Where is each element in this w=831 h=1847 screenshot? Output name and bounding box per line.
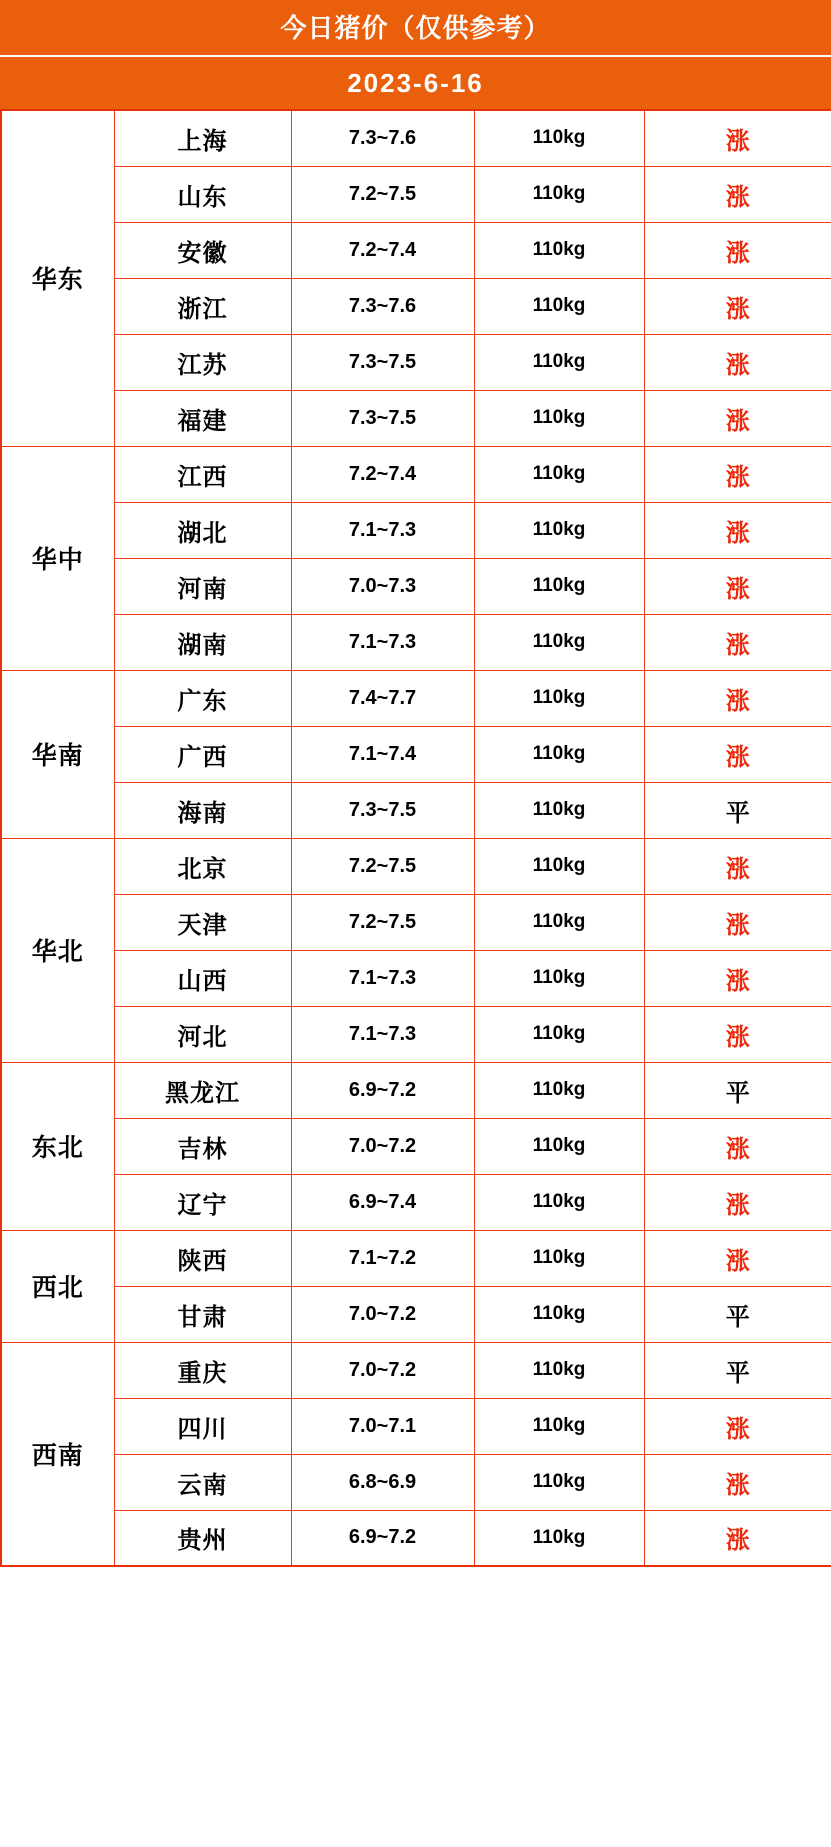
table-row [1,1006,831,1062]
province-cell: 湖北 [114,502,291,558]
region-cell: 华南 [1,670,114,838]
province-cell: 山西 [114,950,291,1006]
trend-badge: 涨 [644,894,831,950]
price-table [0,109,831,1567]
weight-cell: 110kg [474,950,644,1006]
price-cell: 7.2~7.4 [291,446,474,502]
province-cell: 山东 [114,166,291,222]
trend-badge: 涨 [644,390,831,446]
weight-cell: 110kg [474,1230,644,1286]
table-row [1,166,831,222]
price-cell: 6.9~7.2 [291,1062,474,1118]
province-cell: 河南 [114,558,291,614]
price-cell: 6.9~7.4 [291,1174,474,1230]
region-cell: 华中 [1,446,114,670]
trend-badge: 涨 [644,166,831,222]
province-cell: 上海 [114,110,291,166]
weight-cell: 110kg [474,110,644,166]
price-cell: 7.3~7.5 [291,782,474,838]
trend-badge: 涨 [644,1230,831,1286]
table-row [1,1398,831,1454]
weight-cell: 110kg [474,334,644,390]
province-cell: 四川 [114,1398,291,1454]
trend-badge: 平 [644,1286,831,1342]
weight-cell: 110kg [474,1118,644,1174]
price-cell: 7.1~7.3 [291,614,474,670]
price-cell: 7.1~7.3 [291,1006,474,1062]
province-cell: 安徽 [114,222,291,278]
province-cell: 福建 [114,390,291,446]
region-cell: 华北 [1,838,114,1062]
province-cell: 重庆 [114,1342,291,1398]
table-row [1,446,831,502]
province-cell: 云南 [114,1454,291,1510]
weight-cell: 110kg [474,446,644,502]
table-row [1,390,831,446]
province-cell: 陕西 [114,1230,291,1286]
weight-cell: 110kg [474,838,644,894]
price-cell: 6.9~7.2 [291,1510,474,1566]
trend-badge: 涨 [644,1454,831,1510]
price-cell: 7.1~7.3 [291,502,474,558]
weight-cell: 110kg [474,1342,644,1398]
price-cell: 7.2~7.5 [291,894,474,950]
province-cell: 江西 [114,446,291,502]
region-cell: 西南 [1,1342,114,1566]
table-row [1,726,831,782]
table-row [1,670,831,726]
trend-badge: 涨 [644,1398,831,1454]
province-cell: 广西 [114,726,291,782]
weight-cell: 110kg [474,222,644,278]
weight-cell: 110kg [474,1286,644,1342]
table-row [1,222,831,278]
weight-cell: 110kg [474,782,644,838]
trend-badge: 涨 [644,334,831,390]
price-cell: 7.2~7.4 [291,222,474,278]
region-cell: 华东 [1,110,114,446]
trend-badge: 涨 [644,558,831,614]
province-cell: 吉林 [114,1118,291,1174]
trend-badge: 平 [644,1342,831,1398]
weight-cell: 110kg [474,390,644,446]
price-cell: 7.1~7.2 [291,1230,474,1286]
table-row [1,334,831,390]
region-cell: 西北 [1,1230,114,1342]
province-cell: 黑龙江 [114,1062,291,1118]
province-cell: 江苏 [114,334,291,390]
weight-cell: 110kg [474,894,644,950]
price-cell: 7.4~7.7 [291,670,474,726]
table-row [1,502,831,558]
weight-cell: 110kg [474,558,644,614]
price-cell: 7.3~7.6 [291,110,474,166]
province-cell: 广东 [114,670,291,726]
weight-cell: 110kg [474,502,644,558]
weight-cell: 110kg [474,614,644,670]
table-row [1,950,831,1006]
trend-badge: 涨 [644,838,831,894]
price-cell: 7.1~7.3 [291,950,474,1006]
report-date: 2023-6-16 [0,57,831,109]
weight-cell: 110kg [474,278,644,334]
trend-badge: 涨 [644,950,831,1006]
weight-cell: 110kg [474,670,644,726]
province-cell: 天津 [114,894,291,950]
table-row [1,1342,831,1398]
table-row [1,1062,831,1118]
table-row [1,278,831,334]
province-cell: 海南 [114,782,291,838]
province-cell: 辽宁 [114,1174,291,1230]
table-row [1,1510,831,1566]
trend-badge: 涨 [644,726,831,782]
weight-cell: 110kg [474,1398,644,1454]
page-title: 今日猪价（仅供参考） [0,0,831,57]
price-cell: 7.0~7.2 [291,1286,474,1342]
price-cell: 7.2~7.5 [291,166,474,222]
price-cell: 7.0~7.1 [291,1398,474,1454]
province-cell: 贵州 [114,1510,291,1566]
price-cell: 7.2~7.5 [291,838,474,894]
trend-badge: 涨 [644,446,831,502]
province-cell: 湖南 [114,614,291,670]
province-cell: 浙江 [114,278,291,334]
table-row [1,1286,831,1342]
trend-badge: 平 [644,782,831,838]
province-cell: 河北 [114,1006,291,1062]
weight-cell: 110kg [474,1454,644,1510]
price-cell: 7.0~7.2 [291,1342,474,1398]
table-row [1,614,831,670]
table-row [1,1230,831,1286]
province-cell: 甘肃 [114,1286,291,1342]
table-row [1,558,831,614]
trend-badge: 涨 [644,1510,831,1566]
trend-badge: 涨 [644,110,831,166]
price-cell: 7.1~7.4 [291,726,474,782]
trend-badge: 涨 [644,1006,831,1062]
trend-badge: 涨 [644,670,831,726]
price-cell: 7.3~7.5 [291,390,474,446]
price-cell: 7.3~7.5 [291,334,474,390]
table-row [1,110,831,166]
table-row [1,1118,831,1174]
trend-badge: 涨 [644,502,831,558]
weight-cell: 110kg [474,1510,644,1566]
province-cell: 北京 [114,838,291,894]
trend-badge: 平 [644,1062,831,1118]
weight-cell: 110kg [474,1006,644,1062]
price-cell: 6.8~6.9 [291,1454,474,1510]
table-row [1,838,831,894]
price-cell: 7.3~7.6 [291,278,474,334]
table-row [1,1174,831,1230]
trend-badge: 涨 [644,1118,831,1174]
price-cell: 7.0~7.3 [291,558,474,614]
weight-cell: 110kg [474,1062,644,1118]
weight-cell: 110kg [474,726,644,782]
trend-badge: 涨 [644,222,831,278]
table-row [1,782,831,838]
trend-badge: 涨 [644,1174,831,1230]
weight-cell: 110kg [474,1174,644,1230]
table-row [1,1454,831,1510]
weight-cell: 110kg [474,166,644,222]
region-cell: 东北 [1,1062,114,1230]
trend-badge: 涨 [644,614,831,670]
table-row [1,894,831,950]
trend-badge: 涨 [644,278,831,334]
price-cell: 7.0~7.2 [291,1118,474,1174]
